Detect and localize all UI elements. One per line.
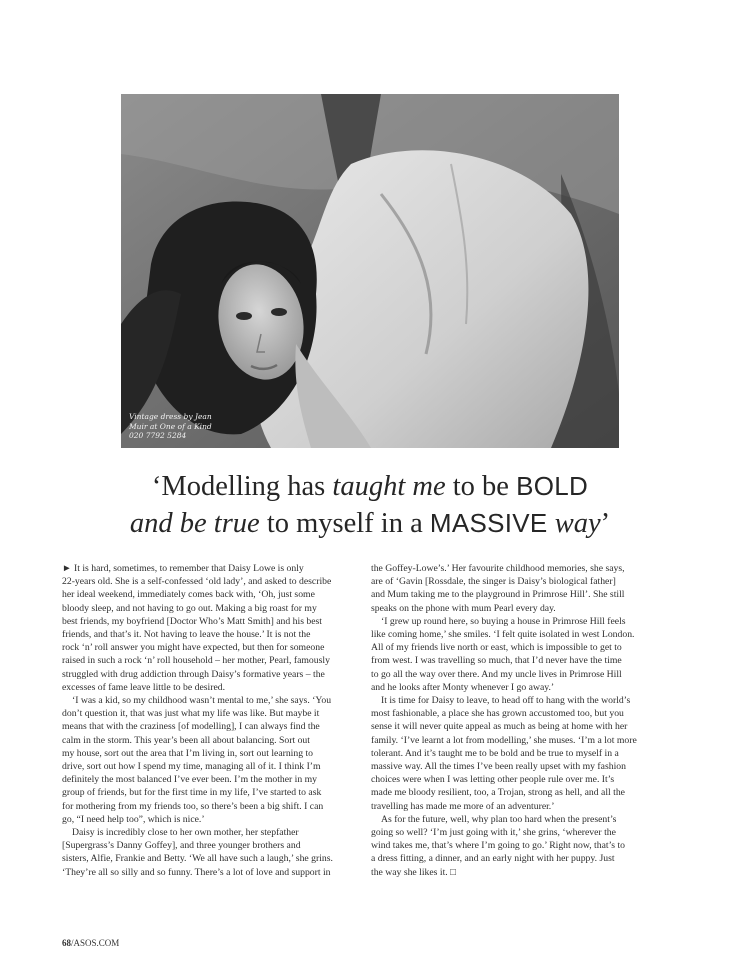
pq-caps: BOLD [516,471,589,501]
article-line: As for the future, well, why plan too hard when the present’s [381,813,617,825]
article-line: go, “I need help too”, which is nice.’ [62,813,205,825]
photo-caption [129,412,239,441]
article-line: and Mum taking me to the playground in Primrose Hill’. She still [371,589,625,601]
article-line: sisters, Alfie, Frankie and Betty. ‘We all have such a laugh,’ she grins. [62,853,333,865]
article-line: like coming home,’ she smiles. ‘I felt quite isolated in west London. [371,629,635,641]
article-line: group of friends, but for the first time in my life, I’ve started to ask [62,787,322,799]
article-line: sense it will never quite appeal as much as being at home with her [371,721,628,733]
pull-quote-line-2 [60,505,680,542]
article-line: my house, sort out the area that I’m living in, sort out learning to [62,747,314,759]
article-line: ‘I was a kid, so my childhood wasn’t mental to me,’ she says. ‘You [72,695,332,707]
article-line: rock ‘n’ roll answer you might have expected, but then for someone [62,642,325,654]
article-line: her ideal weekend, immediately comes back with, ‘Oh, just some [62,589,315,601]
article-line: means that with the craziness [of modelling], I can always find the [62,721,320,733]
article-line: a dress fitting, a dinner, and an early night with her puppy. Just [371,853,615,865]
pq-italic: way [554,508,601,539]
pull-quote [60,468,680,542]
article-line: are of ‘Gavin [Rossdale, the singer is Daisy’s biological father] [371,576,616,588]
article-line: massive way. All the times I’ve been really upset with my fashion [371,761,626,773]
article-line: bloody sleep, and not having to go out. Making a big roast for my [62,602,317,614]
pq-text [548,508,555,539]
caption-line: 020 7792 5284 [129,431,187,440]
caption-line: Muir at One of a Kind [129,421,212,431]
pull-quote-line-1 [60,468,680,505]
article-line: All of my friends live north or east, which is impossible to get to [371,642,622,654]
article-line: the Goffey-Lowe’s.’ Her favourite childhood memories, she says, [371,563,625,574]
article-line: wind takes me, that’s where I’m going to go.’ Right now, that’s to [371,840,625,852]
article-line: excesses of fame leave little to be desired. [62,681,226,693]
article-line: drive, sort out how I spend my time, managing all of it. I think I’m [62,761,321,773]
page-number: 68 [62,938,71,948]
article-line: 22-years old. She is a self-confessed ‘old lady’, and asked to describe [62,576,332,588]
article-line: travelling has made me more of an adventurer.’ [371,800,555,812]
article-line: and he looks after Monty whenever I go away.’ [371,681,555,693]
article-line: struggled with drug addiction through Daisy’s formative years – the [62,668,325,680]
article-line: Daisy is incredibly close to her own mother, her stepfather [72,827,299,839]
article-line: the way she likes it. □ [371,866,456,878]
article-line: made me bloody resilient, too, a Trojan, strong as hell, and all the [371,787,625,799]
article-line: friends, and that’s it. Not having to leave the house.’ It is not the [62,629,311,641]
caption-line: Vintage dress by Jean [129,412,212,421]
article-line: tolerant. And it’s taught me to be bold and be true to myself in a [371,747,619,759]
pq-text: to myself in a [259,508,430,539]
site-name: /ASOS.COM [71,938,120,948]
pq-text: ‘Modelling has [151,471,333,502]
article-line: It is time for Daisy to leave, to head off to hang with the world’s [381,695,631,707]
article-line: ► It is hard, sometimes, to remember that Daisy Lowe is only [62,563,304,574]
article-line: definitely the most balanced I’ve ever been. I’m the mother in my [62,774,318,786]
article-line: going so well? ‘I’m just going with it,’ she grins, ‘wherever the [371,827,616,839]
article-line: raised in such a rock ‘n’ roll household – her mother, Pearl, famously [62,655,330,667]
article-line: calm in the storm. This year’s been all about balancing. Sort out [62,734,310,746]
article-line: ‘I grew up round here, so buying a house in Primrose Hill feels [381,615,626,627]
portrait-illustration [121,94,619,448]
article-column-right [371,562,671,879]
pq-caps: MASSIVE [429,508,548,538]
article-line: for mothering from my friends too, so there’s been a big shift. I can [62,800,324,812]
article-line: family. ‘I’ve learnt a lot from modelling,’ she muses. ‘I’m a lot more [371,734,637,746]
article-line: to go all the way over there. And my uncle lives in Primrose Hill [371,668,622,680]
pq-text: ’ [600,508,611,539]
page-folio [62,938,119,948]
article-line: choices were when I was letting other people rule over me. It’s [371,774,615,786]
pq-text: to be [445,471,517,502]
portrait-photo [121,94,619,448]
article-column-left [62,562,355,879]
article-line: ‘They’re all so silly and so funny. There’s a lot of love and support in [62,866,331,878]
pq-italic: taught me [332,471,446,502]
article-line: from west. I was travelling so much, that I’d never have the time [371,655,622,667]
article-line: [Supergrass’s Danny Goffey], and three younger brothers and [62,840,301,852]
pq-italic: and be true [129,508,260,539]
article-line: speaks on the phone with mum Pearl every day. [371,602,556,614]
article-line: don’t question it, that was just what my life was like. But maybe it [62,708,320,720]
article-line: most fashionable, a place she has grown accustomed too, but you [371,708,624,720]
article-line: best friends, my boyfriend [Doctor Who’s Matt Smith] and his best [62,615,323,627]
